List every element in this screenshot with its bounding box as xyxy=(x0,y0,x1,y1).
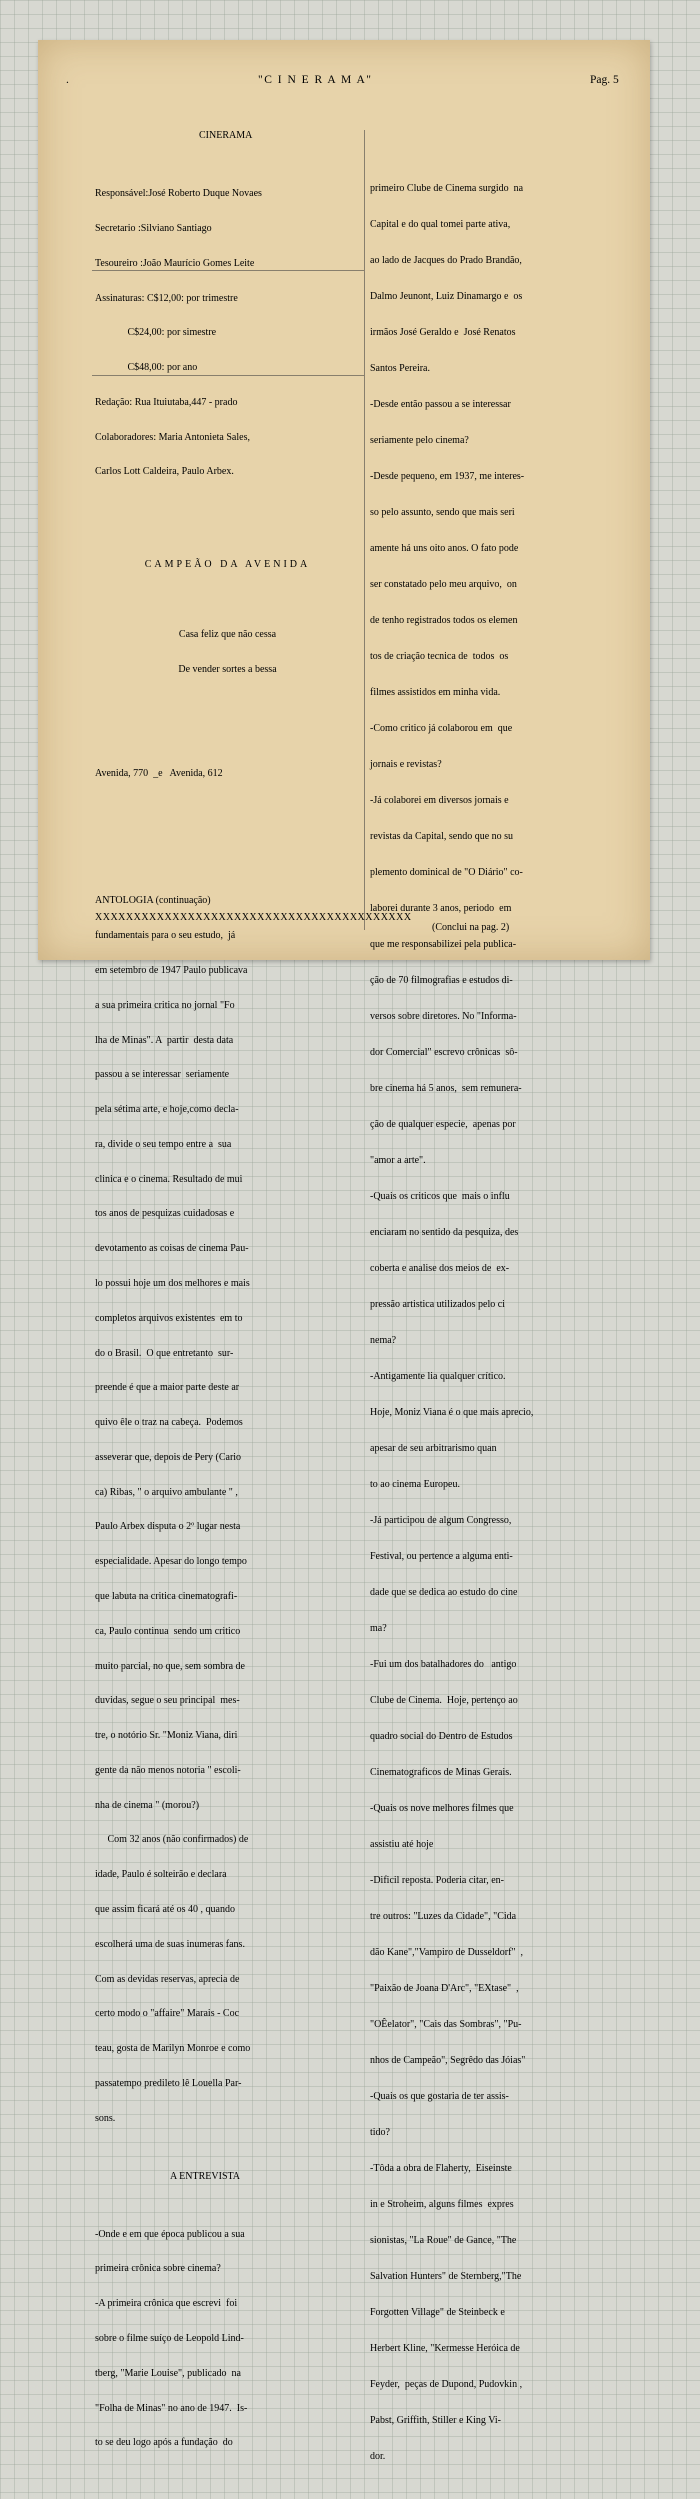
article-line: Com 32 anos (não confirmados) de xyxy=(95,1834,249,1846)
article-line: que me responsabilizei pela publica- xyxy=(370,939,517,950)
section-divider xyxy=(92,270,364,271)
article-line: coberta e analise dos meios de ex- xyxy=(370,1263,510,1274)
article-line: -Quais os nove melhores filmes que xyxy=(370,1803,514,1814)
article-line: ca, Paulo continua sendo um critico xyxy=(95,1625,241,1637)
column-divider xyxy=(364,130,365,930)
article-line: quivo êle o traz na cabeça. Podemos xyxy=(95,1417,243,1429)
article-line: completos arquivos existentes em to xyxy=(95,1312,243,1324)
masthead-line: C$48,00: por ano xyxy=(95,362,198,374)
article-line: ca) Ribas, " o arquivo ambulante " , xyxy=(95,1486,238,1498)
interview-intro xyxy=(95,2205,360,2472)
article-line: Herbert Kline, "Kermesse Heróica de xyxy=(370,2343,520,2354)
article-line: versos sobre diretores. No "Informa- xyxy=(370,1011,517,1022)
page-header xyxy=(0,74,700,88)
article-line: dor. xyxy=(370,2451,386,2462)
page-number: Pag. 5 xyxy=(590,74,619,86)
interview-title: A ENTREVISTA xyxy=(170,2170,241,2182)
article-line: nhos de Campeão", Segrêdo das Jóias" xyxy=(370,2055,526,2066)
article-right xyxy=(370,159,640,2487)
article-line: gente da não menos notoria " escoli- xyxy=(95,1764,241,1776)
article-line: Com as devidas reservas, aprecia de xyxy=(95,1973,240,1985)
article-line: -Antigamente lia qualquer crítico. xyxy=(370,1371,506,1382)
article-line: -Desde pequeno, em 1937, me interes- xyxy=(370,471,525,482)
article-line: escolherá uma de suas inumeras fans. xyxy=(95,1938,245,1950)
article-heading: ANTOLOGIA (continuação) xyxy=(95,895,211,907)
article-line: seriamente pelo cinema? xyxy=(370,435,469,446)
article-line: tos anos de pesquizas cuidadosas e xyxy=(95,1208,235,1220)
article-line: preende é que a maior parte deste ar xyxy=(95,1382,240,1394)
article-line: laborei durante 3 anos, periodo em xyxy=(370,903,512,914)
interview-line: "Folha de Minas" no ano de 1947. Is- xyxy=(95,2402,248,2414)
left-column xyxy=(95,107,360,2484)
footer-x-line: XXXXXXXXXXXXXXXXXXXXXXXXXXXXXXXXXXXXXXXXX xyxy=(95,912,412,923)
article-line: Festival, ou pertence a alguma enti- xyxy=(370,1551,513,1562)
article-line: fundamentais para o seu estudo, já xyxy=(95,930,236,942)
article-line: nha de cinema " (morou?) xyxy=(95,1799,200,1811)
interview-line: -Onde e em que época publicou a sua xyxy=(95,2228,245,2240)
article-line: Clube de Cinema. Hoje, pertenço ao xyxy=(370,1695,518,1706)
article-line: nema? xyxy=(370,1335,397,1346)
interview-line: to se deu logo após a fundação do xyxy=(95,2437,233,2449)
ad-line: De vender sortes a bessa xyxy=(178,663,277,675)
article-line: duvidas, segue o seu principal mes- xyxy=(95,1695,240,1707)
article-line: certo modo o "affaire" Marais - Coc xyxy=(95,2008,240,2020)
article-line: tre outros: "Luzes da Cidade", "Cida xyxy=(370,1911,517,1922)
article-line: "amor a arte". xyxy=(370,1155,426,1166)
article-line: passatempo predileto lê Louella Par- xyxy=(95,2077,242,2089)
article-line: pela sétima arte, e hoje,como decla- xyxy=(95,1104,239,1116)
article-line: plemento dominical de "O Diário" co- xyxy=(370,867,523,878)
article-line: ma? xyxy=(370,1623,387,1634)
right-column xyxy=(370,135,640,2499)
article-line: -Como critico já colaborou em que xyxy=(370,723,513,734)
masthead-line: Responsável:José Roberto Duque Novaes xyxy=(95,188,262,200)
header-bullet: . xyxy=(66,74,69,86)
article-line: Feyder, peças de Dupond, Pudovkin , xyxy=(370,2379,523,2390)
article-line: Hoje, Moniz Viana é o que mais aprecio, xyxy=(370,1407,534,1418)
article-line: dade que se dedica ao estudo do cine xyxy=(370,1587,518,1598)
masthead-title: CINERAMA xyxy=(199,130,253,142)
article-line: so pelo assunto, sendo que mais seri xyxy=(370,507,515,518)
article-line: em setembro de 1947 Paulo publicava xyxy=(95,964,248,976)
article-line: clinica e o cinema. Resultado de mui xyxy=(95,1173,243,1185)
interview-line: sobre o filme suíço de Leopold Lind- xyxy=(95,2333,244,2344)
interview-line: tberg, "Marie Louise", publicado na xyxy=(95,2367,241,2379)
article-line: tre, o notório Sr. "Moniz Viana, diri xyxy=(95,1730,238,1742)
article-line: -Dificil reposta. Poderia citar, en- xyxy=(370,1875,504,1886)
article-line: devotamento as coisas de cinema Pau- xyxy=(95,1243,249,1255)
article-line: do o Brasil. O que entretanto sur- xyxy=(95,1347,234,1359)
article-line: filmes assistidos em minha vida. xyxy=(370,687,501,698)
article-line: enciaram no sentido da pesquiza, des xyxy=(370,1227,519,1238)
ad-title: CAMPEÃO DA AVENIDA xyxy=(144,559,311,571)
masthead-line: Tesoureiro :João Maurício Gomes Leite xyxy=(95,257,255,269)
article-line: revistas da Capital, sendo que no su xyxy=(370,831,514,842)
article-line: ção de 70 filmografias e estudos di- xyxy=(370,975,513,986)
section-divider xyxy=(92,375,364,376)
article-line: -Desde então passou a se interessar xyxy=(370,399,511,410)
article-line: de tenho registrados todos os elemen xyxy=(370,615,518,626)
article-line: sons. xyxy=(95,2112,116,2124)
article-line: -Já colaborei em diversos jornais e xyxy=(370,795,509,806)
article-line: ao lado de Jacques do Prado Brandão, xyxy=(370,255,522,266)
article-line: "OÊelator", "Cais das Sombras", "Pu- xyxy=(370,2019,522,2030)
article-line: -Tôda a obra de Flaherty, Eiseinste xyxy=(370,2163,512,2174)
article-line: quadro social do Dentro de Estudos xyxy=(370,1731,513,1742)
article-line: especialidade. Apesar do longo tempo xyxy=(95,1556,247,1568)
interview-line: primeira crônica sobre cinema? xyxy=(95,2263,221,2275)
masthead xyxy=(95,165,360,501)
article-line: dão Kane","Vampiro de Dusseldorf" , xyxy=(370,1947,524,1958)
article-line: amente há uns oito anos. O fato pode xyxy=(370,543,519,554)
ad-line: Casa feliz que não cessa xyxy=(178,628,277,640)
article-line: "Paixão de Joana D'Arc", "EXtase" , xyxy=(370,1983,519,1994)
article-line: que assim ficará até os 40 , quando xyxy=(95,1904,235,1916)
article-line: bre cinema há 5 anos, sem remunera- xyxy=(370,1083,522,1094)
masthead-line: Secretario :Silviano Santiago xyxy=(95,222,212,234)
masthead-line: C$24,00: por simestre xyxy=(95,327,217,339)
article-line: ser constatado pelo meu arquivo, on xyxy=(370,579,517,590)
article-line: primeiro Clube de Cinema surgido na xyxy=(370,183,524,194)
article-line: ção de qualquer especie, apenas por xyxy=(370,1119,516,1130)
article-line: -Quais os que gostaria de ter assis- xyxy=(370,2091,509,2102)
header-title: "C I N E R A M A" xyxy=(258,74,373,86)
article-line: que labuta na critica cinematografi- xyxy=(95,1591,238,1602)
article-line: Santos Pereira. xyxy=(370,363,430,374)
article-line: idade, Paulo é solteirão e declara xyxy=(95,1869,227,1881)
article-line: jornais e revistas? xyxy=(370,759,442,770)
article-line: Dalmo Jeunont, Luiz Dinamargo e os xyxy=(370,291,523,302)
article-left xyxy=(95,872,360,2147)
article-line: lha de Minas". A partir desta data xyxy=(95,1034,234,1046)
article-line: pressão artistica utilizados pelo ci xyxy=(370,1299,505,1310)
interview-line: -A primeira crônica que escrevi foi xyxy=(95,2298,238,2310)
article-line: tido? xyxy=(370,2127,390,2138)
article-line: muito parcial, no que, sem sombra de xyxy=(95,1660,245,1672)
article-line: -Fui um dos batalhadores do antigo xyxy=(370,1659,517,1670)
article-line: in e Stroheim, alguns filmes expres xyxy=(370,2199,514,2210)
masthead-line: Colaboradores: Maria Antonieta Sales, xyxy=(95,431,250,443)
article-line: Paulo Arbex disputa o 2º lugar nesta xyxy=(95,1521,241,1533)
article-line: irmãos José Geraldo e José Renatos xyxy=(370,327,516,338)
masthead-line: Redação: Rua Ituiutaba,447 - prado xyxy=(95,396,238,408)
article-line: assistiu até hoje xyxy=(370,1839,434,1850)
article-line: passou a se interessar seriamente xyxy=(95,1069,230,1081)
article-line: to ao cinema Europeu. xyxy=(370,1479,460,1490)
article-line: Capital e do qual tomei parte ativa, xyxy=(370,219,511,230)
article-line: sionistas, "La Roue" de Gance, "The xyxy=(370,2235,517,2246)
continued-note: (Conclui na pag. 2) xyxy=(432,922,510,933)
masthead-line: Assinaturas: C$12,00: por trimestre xyxy=(95,292,238,304)
ad-address: Avenida, 770 _e Avenida, 612 xyxy=(95,767,223,779)
article-line: asseverar que, depois de Pery (Cario xyxy=(95,1451,242,1463)
article-line: lo possui hoje um dos melhores e mais xyxy=(95,1277,250,1289)
article-line: Salvation Hunters" de Sternberg,"The xyxy=(370,2271,522,2282)
article-line: -Quais os criticos que mais o influ xyxy=(370,1191,510,1202)
article-line: teau, gosta de Marilyn Monroe e como xyxy=(95,2043,251,2055)
article-line: apesar de seu arbitrarismo quan xyxy=(370,1443,497,1454)
masthead-line: Carlos Lott Caldeira, Paulo Arbex. xyxy=(95,466,234,478)
article-line: Forgotten Village" de Steinbeck e xyxy=(370,2307,505,2318)
article-line: a sua primeira critica no jornal "Fo xyxy=(95,999,235,1011)
article-line: ra, divide o seu tempo entre a sua xyxy=(95,1138,232,1150)
article-line: dor Comercial" escrevo crônicas sô- xyxy=(370,1047,518,1058)
article-line: Cinematograficos de Minas Gerais. xyxy=(370,1767,512,1778)
article-line: -Já participou de algum Congresso, xyxy=(370,1515,512,1526)
article-line: Pabst, Griffith, Stiller e King Vi- xyxy=(370,2415,501,2426)
article-line: tos de criação tecnica de todos os xyxy=(370,651,509,662)
